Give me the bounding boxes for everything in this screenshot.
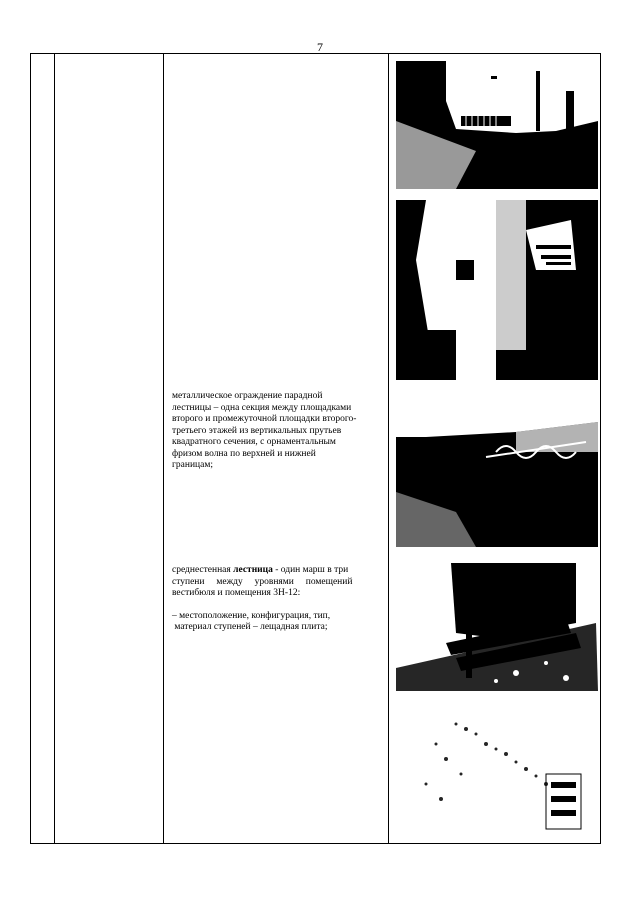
text-line: ступени между уровнями помещений: [172, 576, 353, 587]
text-fragment: среднестенная: [172, 565, 234, 575]
text-line: металлическое ограждение парадной: [172, 391, 323, 401]
list-item: – местоположение, конфигурация, тип,: [172, 610, 331, 621]
column-divider: [54, 54, 55, 843]
text-line: фризом волна по верхней и нижней: [172, 448, 316, 459]
steps-photo: [396, 563, 598, 691]
text-line: вестибюля и помещения 3Н-12:: [172, 588, 301, 598]
column-divider: [388, 54, 389, 843]
railing-description: [172, 391, 382, 472]
document-table: [30, 53, 601, 844]
text-line: границам;: [172, 460, 213, 470]
text-line: второго и промежуточной площадки второго-: [172, 414, 357, 424]
text-line: лестницы – одна секция между площадками: [172, 402, 352, 413]
ornament-photo: [396, 704, 598, 839]
bold-term: лестница: [233, 565, 273, 575]
text-line: [172, 565, 386, 577]
list-item: материал ступеней – лещадная плита;: [172, 622, 328, 632]
text-fragment: - один марш в три: [272, 565, 349, 575]
staircase-description: [172, 565, 386, 634]
page-number: 7: [317, 40, 323, 54]
text-line: третьего этажей из вертикальных прутьев: [172, 425, 342, 436]
spacer: [172, 600, 386, 611]
staircase-photo-2: [396, 200, 598, 380]
column-divider: [163, 54, 164, 843]
staircase-photo-1: [396, 61, 598, 189]
text-line: квадратного сечения, с орнаментальным: [172, 437, 336, 447]
railing-photo: [396, 392, 598, 547]
